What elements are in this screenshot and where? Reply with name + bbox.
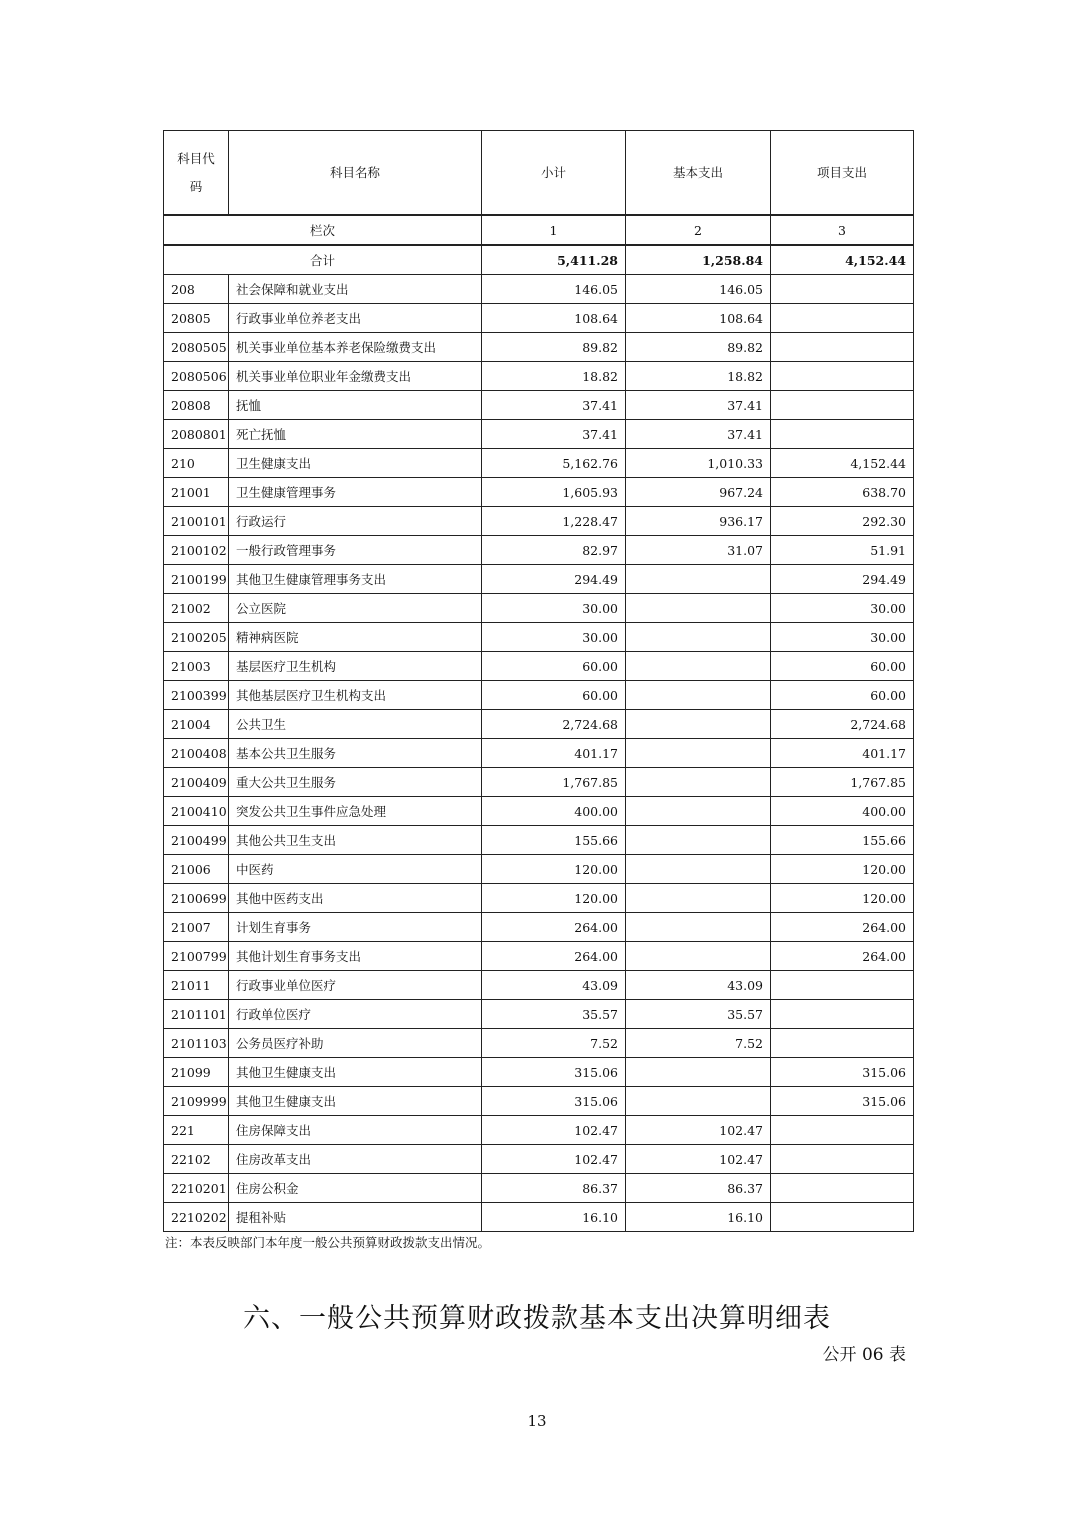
row-basic [626, 884, 771, 913]
row-project: 292.30 [771, 507, 914, 536]
row-subtotal: 315.06 [482, 1087, 626, 1116]
row-basic [626, 623, 771, 652]
row-basic: 89.82 [626, 333, 771, 362]
row-project: 120.00 [771, 855, 914, 884]
row-basic: 108.64 [626, 304, 771, 333]
row-project: 155.66 [771, 826, 914, 855]
table-row [164, 449, 914, 478]
row-project: 30.00 [771, 594, 914, 623]
row-basic [626, 739, 771, 768]
row-subtotal: 35.57 [482, 1000, 626, 1029]
row-subtotal: 146.05 [482, 275, 626, 304]
row-name: 基本公共卫生服务 [229, 739, 482, 768]
row-basic [626, 826, 771, 855]
table-row [164, 971, 914, 1000]
row-name: 重大公共卫生服务 [229, 768, 482, 797]
table-row [164, 942, 914, 971]
row-project [771, 1116, 914, 1145]
row-basic [626, 652, 771, 681]
table-row [164, 1000, 914, 1029]
table-row [164, 681, 914, 710]
table-row [164, 420, 914, 449]
row-code: 21099 [164, 1058, 229, 1087]
table-body [164, 131, 914, 1232]
column-number-2: 2 [626, 215, 771, 245]
row-code: 21002 [164, 594, 229, 623]
table-row [164, 304, 914, 333]
column-number-label: 栏次 [164, 215, 482, 245]
row-project [771, 333, 914, 362]
row-name: 其他公共卫生支出 [229, 826, 482, 855]
row-code: 20808 [164, 391, 229, 420]
row-subtotal: 60.00 [482, 652, 626, 681]
row-code: 21001 [164, 478, 229, 507]
row-name: 基层医疗卫生机构 [229, 652, 482, 681]
total-label: 合计 [164, 245, 482, 275]
row-project: 315.06 [771, 1058, 914, 1087]
row-code: 2210201 [164, 1174, 229, 1203]
row-subtotal: 37.41 [482, 391, 626, 420]
row-code: 2080506 [164, 362, 229, 391]
row-basic: 37.41 [626, 420, 771, 449]
table-row [164, 652, 914, 681]
row-basic: 967.24 [626, 478, 771, 507]
row-name: 提租补贴 [229, 1203, 482, 1232]
table-row [164, 1203, 914, 1232]
row-name: 住房改革支出 [229, 1145, 482, 1174]
row-code: 2100799 [164, 942, 229, 971]
row-basic [626, 913, 771, 942]
row-subtotal: 155.66 [482, 826, 626, 855]
row-project: 315.06 [771, 1087, 914, 1116]
row-project: 51.91 [771, 536, 914, 565]
table-row [164, 333, 914, 362]
header-subtotal: 小计 [482, 131, 626, 216]
row-subtotal: 315.06 [482, 1058, 626, 1087]
row-code: 2100101 [164, 507, 229, 536]
row-name: 其他中医药支出 [229, 884, 482, 913]
row-subtotal: 120.00 [482, 884, 626, 913]
row-project: 638.70 [771, 478, 914, 507]
header-code: 科目代码 [164, 131, 229, 216]
table-row [164, 1145, 914, 1174]
row-project [771, 1203, 914, 1232]
row-code: 2100409 [164, 768, 229, 797]
section-title: 六、一般公共预算财政拨款基本支出决算明细表 [243, 1303, 831, 1334]
row-code: 2100399 [164, 681, 229, 710]
row-name: 社会保障和就业支出 [229, 275, 482, 304]
row-project [771, 275, 914, 304]
row-name: 死亡抚恤 [229, 420, 482, 449]
table-row [164, 797, 914, 826]
row-basic [626, 594, 771, 623]
row-name: 其他卫生健康管理事务支出 [229, 565, 482, 594]
row-name: 其他基层医疗卫生机构支出 [229, 681, 482, 710]
row-subtotal: 401.17 [482, 739, 626, 768]
row-code: 2100102 [164, 536, 229, 565]
column-number-3: 3 [771, 215, 914, 245]
row-subtotal: 264.00 [482, 913, 626, 942]
row-basic: 35.57 [626, 1000, 771, 1029]
row-basic: 102.47 [626, 1116, 771, 1145]
row-basic: 86.37 [626, 1174, 771, 1203]
row-name: 计划生育事务 [229, 913, 482, 942]
row-code: 2109999 [164, 1087, 229, 1116]
row-project: 120.00 [771, 884, 914, 913]
row-subtotal: 1,228.47 [482, 507, 626, 536]
row-subtotal: 43.09 [482, 971, 626, 1000]
table-row [164, 1116, 914, 1145]
row-project: 294.49 [771, 565, 914, 594]
total-row [164, 245, 914, 275]
row-code: 2100499 [164, 826, 229, 855]
row-code: 2100699 [164, 884, 229, 913]
row-code: 2080801 [164, 420, 229, 449]
row-basic [626, 565, 771, 594]
table-row [164, 913, 914, 942]
table-row [164, 478, 914, 507]
row-name: 行政事业单位医疗 [229, 971, 482, 1000]
row-name: 行政单位医疗 [229, 1000, 482, 1029]
row-subtotal: 264.00 [482, 942, 626, 971]
row-project [771, 971, 914, 1000]
row-subtotal: 30.00 [482, 594, 626, 623]
row-subtotal: 108.64 [482, 304, 626, 333]
table-row [164, 1174, 914, 1203]
row-name: 机关事业单位基本养老保险缴费支出 [229, 333, 482, 362]
row-basic: 18.82 [626, 362, 771, 391]
row-project [771, 1145, 914, 1174]
table-row [164, 768, 914, 797]
row-subtotal: 400.00 [482, 797, 626, 826]
header-basic: 基本支出 [626, 131, 771, 216]
row-name: 行政事业单位养老支出 [229, 304, 482, 333]
table-row [164, 884, 914, 913]
row-code: 2101103 [164, 1029, 229, 1058]
row-name: 其他卫生健康支出 [229, 1058, 482, 1087]
row-basic: 16.10 [626, 1203, 771, 1232]
row-name: 公务员医疗补助 [229, 1029, 482, 1058]
row-project: 2,724.68 [771, 710, 914, 739]
row-subtotal: 102.47 [482, 1145, 626, 1174]
row-code: 21007 [164, 913, 229, 942]
row-basic: 7.52 [626, 1029, 771, 1058]
row-code: 2210202 [164, 1203, 229, 1232]
column-number-row [164, 215, 914, 245]
total-project: 4,152.44 [771, 245, 914, 275]
row-code: 2080505 [164, 333, 229, 362]
table-row [164, 826, 914, 855]
row-name: 卫生健康管理事务 [229, 478, 482, 507]
row-project [771, 362, 914, 391]
header-row [164, 131, 914, 216]
row-subtotal: 18.82 [482, 362, 626, 391]
row-name: 住房保障支出 [229, 1116, 482, 1145]
row-basic: 936.17 [626, 507, 771, 536]
row-project: 264.00 [771, 913, 914, 942]
row-basic [626, 1058, 771, 1087]
row-project: 1,767.85 [771, 768, 914, 797]
row-subtotal: 5,162.76 [482, 449, 626, 478]
row-basic [626, 942, 771, 971]
table-row [164, 362, 914, 391]
row-basic [626, 768, 771, 797]
table-row [164, 391, 914, 420]
row-code: 21004 [164, 710, 229, 739]
table-number: 公开 06 表 [822, 1345, 906, 1365]
row-name: 公立医院 [229, 594, 482, 623]
header-project: 项目支出 [771, 131, 914, 216]
row-code: 2100205 [164, 623, 229, 652]
row-project [771, 391, 914, 420]
expenditure-table [163, 130, 914, 1232]
row-subtotal: 102.47 [482, 1116, 626, 1145]
row-name: 中医药 [229, 855, 482, 884]
total-subtotal: 5,411.28 [482, 245, 626, 275]
row-subtotal: 37.41 [482, 420, 626, 449]
table-row [164, 1029, 914, 1058]
row-project: 30.00 [771, 623, 914, 652]
row-code: 210 [164, 449, 229, 478]
row-basic: 146.05 [626, 275, 771, 304]
row-code: 21006 [164, 855, 229, 884]
row-name: 其他计划生育事务支出 [229, 942, 482, 971]
row-subtotal: 1,605.93 [482, 478, 626, 507]
row-code: 2100408 [164, 739, 229, 768]
row-basic: 37.41 [626, 391, 771, 420]
row-name: 精神病医院 [229, 623, 482, 652]
row-project: 4,152.44 [771, 449, 914, 478]
row-project: 60.00 [771, 652, 914, 681]
row-subtotal: 30.00 [482, 623, 626, 652]
table-row [164, 507, 914, 536]
table-row [164, 1087, 914, 1116]
table-row [164, 739, 914, 768]
row-basic [626, 797, 771, 826]
row-subtotal: 89.82 [482, 333, 626, 362]
row-name: 抚恤 [229, 391, 482, 420]
row-basic: 1,010.33 [626, 449, 771, 478]
row-subtotal: 7.52 [482, 1029, 626, 1058]
table-note: 注：本表反映部门本年度一般公共预算财政拨款支出情况。 [165, 1235, 491, 1250]
row-project [771, 1029, 914, 1058]
row-basic [626, 710, 771, 739]
row-subtotal: 60.00 [482, 681, 626, 710]
row-subtotal: 120.00 [482, 855, 626, 884]
row-project: 401.17 [771, 739, 914, 768]
row-project: 400.00 [771, 797, 914, 826]
row-name: 机关事业单位职业年金缴费支出 [229, 362, 482, 391]
table-row [164, 623, 914, 652]
table-row [164, 594, 914, 623]
row-name: 突发公共卫生事件应急处理 [229, 797, 482, 826]
row-subtotal: 294.49 [482, 565, 626, 594]
table-row [164, 710, 914, 739]
row-basic [626, 681, 771, 710]
row-subtotal: 82.97 [482, 536, 626, 565]
row-basic: 31.07 [626, 536, 771, 565]
row-project [771, 304, 914, 333]
table-row [164, 536, 914, 565]
row-subtotal: 16.10 [482, 1203, 626, 1232]
row-code: 208 [164, 275, 229, 304]
row-code: 221 [164, 1116, 229, 1145]
row-project [771, 1174, 914, 1203]
row-project: 60.00 [771, 681, 914, 710]
table-row [164, 855, 914, 884]
row-name: 其他卫生健康支出 [229, 1087, 482, 1116]
row-subtotal: 86.37 [482, 1174, 626, 1203]
row-name: 一般行政管理事务 [229, 536, 482, 565]
row-name: 卫生健康支出 [229, 449, 482, 478]
table-row [164, 275, 914, 304]
row-name: 公共卫生 [229, 710, 482, 739]
row-code: 2101101 [164, 1000, 229, 1029]
row-subtotal: 2,724.68 [482, 710, 626, 739]
row-basic [626, 855, 771, 884]
row-basic: 102.47 [626, 1145, 771, 1174]
row-code: 21003 [164, 652, 229, 681]
row-code: 21011 [164, 971, 229, 1000]
row-name: 住房公积金 [229, 1174, 482, 1203]
row-code: 2100410 [164, 797, 229, 826]
row-code: 22102 [164, 1145, 229, 1174]
table-row [164, 565, 914, 594]
header-name: 科目名称 [229, 131, 482, 216]
row-name: 行政运行 [229, 507, 482, 536]
page-number: 13 [527, 1412, 547, 1430]
row-project [771, 1000, 914, 1029]
table-row [164, 1058, 914, 1087]
total-basic: 1,258.84 [626, 245, 771, 275]
row-subtotal: 1,767.85 [482, 768, 626, 797]
row-code: 2100199 [164, 565, 229, 594]
row-project [771, 420, 914, 449]
row-code: 20805 [164, 304, 229, 333]
row-project: 264.00 [771, 942, 914, 971]
row-basic [626, 1087, 771, 1116]
column-number-1: 1 [482, 215, 626, 245]
row-basic: 43.09 [626, 971, 771, 1000]
